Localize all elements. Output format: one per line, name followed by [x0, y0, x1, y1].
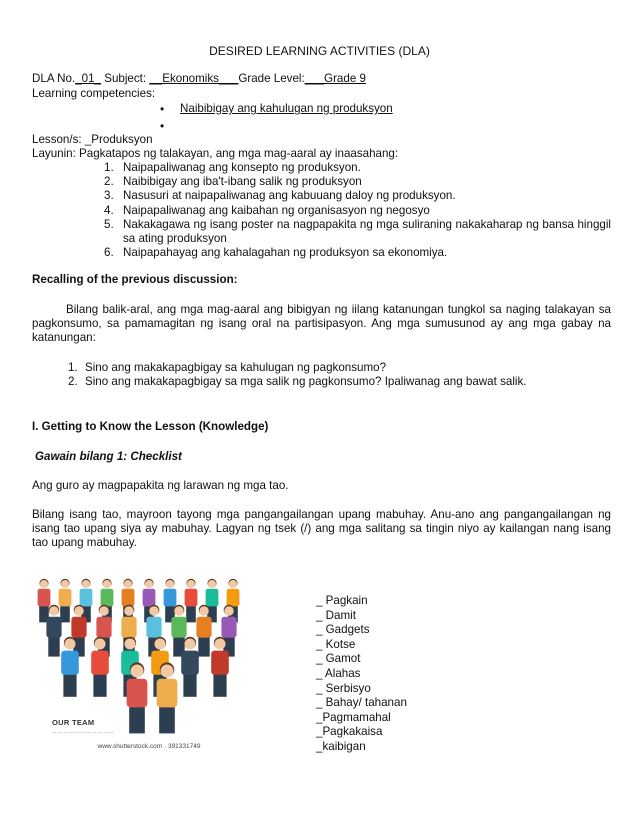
person-head	[145, 580, 153, 588]
team-sublabel: — — — — — — — — — — —	[52, 730, 115, 735]
subject-value: __Ekonomiks___	[149, 72, 239, 85]
checklist-item[interactable]: _ Gamot	[316, 652, 361, 666]
person-body	[38, 589, 51, 607]
objective-item: 5. Nakakagawa ng isang poster na nagpapakita ng mga suliraning nakakaharap ng bansa hinggil sa ating produksyon	[104, 217, 611, 246]
person-body	[91, 651, 109, 675]
person-legs	[213, 673, 226, 697]
subject-label: Subject:	[104, 72, 147, 85]
person-legs	[63, 673, 76, 697]
person-head	[149, 606, 159, 616]
bullet-icon: •	[160, 102, 165, 116]
person-body	[46, 617, 61, 638]
person-body	[206, 589, 219, 607]
person-head	[131, 665, 144, 678]
person-head	[124, 606, 134, 616]
person-head	[95, 639, 106, 650]
recall-heading: Recalling of the previous discussion:	[32, 273, 238, 286]
person-head	[161, 665, 174, 678]
person-body	[146, 617, 161, 638]
person-legs	[198, 636, 209, 657]
person-body	[96, 617, 111, 638]
person-head	[208, 580, 216, 588]
person-head	[166, 580, 174, 588]
person-legs	[183, 673, 196, 697]
checklist-item[interactable]: _Pagkakaisa	[316, 725, 383, 739]
person-head	[187, 580, 195, 588]
bullet-icon: •	[160, 119, 165, 133]
competency-item	[160, 119, 560, 133]
team-label: OUR TEAM	[52, 718, 95, 727]
person-head	[61, 580, 69, 588]
recall-paragraph: Bilang balik-aral, ang mga mag-aaral ang bibigyan ng iilang katanungan tungkol sa naging talakayan sa pagkonsumo, sa pamamagitan ng isang oral na partisipasyon. Ang mga sumusunod ay ang mga gabay na katanungan:	[32, 303, 611, 345]
person-body	[122, 589, 135, 607]
person-body	[59, 589, 72, 607]
person-head	[215, 639, 226, 650]
person-head	[185, 639, 196, 650]
objectives-list	[104, 161, 611, 260]
objective-item: 4. Naipapaliwanag ang kaibahan ng organisasyon ng negosyo	[104, 203, 430, 217]
checklist-item[interactable]: _ Gadgets	[316, 623, 370, 637]
person-body	[181, 651, 199, 675]
person-legs	[159, 705, 175, 734]
lesson-line: Lesson/s: _Produksyon	[32, 133, 153, 146]
person-head	[174, 606, 184, 616]
person-body	[196, 617, 211, 638]
person-head	[40, 580, 48, 588]
person-body	[211, 651, 229, 675]
checklist	[316, 594, 407, 755]
person-head	[124, 580, 132, 588]
person-body	[121, 617, 136, 638]
person-body	[171, 617, 186, 638]
checklist-item[interactable]: _ Bahay/ tahanan	[316, 696, 407, 710]
person-legs	[60, 605, 70, 623]
person-body	[227, 589, 240, 607]
team-illustration	[32, 566, 266, 756]
checklist-item[interactable]: _ Pagkain	[316, 594, 368, 607]
grade-level-label: Grade Level:	[238, 72, 305, 85]
person-legs	[129, 705, 145, 734]
dla-header-line	[32, 72, 366, 86]
person-head	[65, 639, 76, 650]
person-head	[224, 606, 234, 616]
person-body	[164, 589, 177, 607]
question-item: 2. Sino ang makakapagbigay sa mga salik ng pagkonsumo? Ipaliwanag ang bawat salik.	[68, 375, 527, 389]
document-title: DESIRED LEARNING ACTIVITIES (DLA)	[209, 44, 430, 58]
person-head	[99, 606, 109, 616]
checklist-item[interactable]: _kaibigan	[316, 739, 366, 753]
person-body	[221, 617, 236, 638]
person-body	[71, 617, 86, 638]
person-head	[49, 606, 59, 616]
person-head	[125, 639, 136, 650]
person-head	[155, 639, 166, 650]
instructions-paragraph: Bilang isang tao, mayroon tayong mga pangangailangan upang mabuhay. Anu-ano ang pangangailangan ng isang tao upang siya ay mabuhay. Lagyan ng tsek (/) ang mga salitang sa tingin niyo ay kailangan nang isang tao upang mabuhay.	[32, 508, 611, 550]
checklist-item[interactable]: _ Alahas	[316, 666, 361, 680]
questions-list	[68, 361, 611, 389]
person-body	[61, 651, 79, 675]
question-item: 1. Sino ang makakapagbigay sa kahulugan ng pagkonsumo?	[68, 361, 387, 374]
person-head	[199, 606, 209, 616]
competency-text: Naibibigay ang kahulugan ng produksyon	[180, 102, 393, 115]
intro-paragraph: Ang guro ay magpapakita ng larawan ng mga tao.	[32, 479, 289, 492]
dla-number-value: _01_	[75, 72, 101, 85]
objective-item: 3. Nasusuri at naipapaliwanag ang kabuuang daloy ng produksyon.	[104, 189, 456, 203]
layunin-line: Layunin: Pagkatapos ng talakayan, ang mga mag-aaral ay inaasahang:	[32, 147, 399, 160]
person-body	[157, 679, 178, 708]
objective-item: 1. Naipapaliwanag ang konsepto ng produksyon.	[104, 161, 361, 174]
person-legs	[186, 605, 196, 623]
section-heading: I. Getting to Know the Lesson (Knowledge)	[32, 420, 269, 433]
person-head	[74, 606, 84, 616]
objective-item: 2. Naibibigay ang iba't-ibang salik ng produksyon	[104, 175, 362, 189]
competencies-list	[160, 102, 560, 133]
person-legs	[93, 673, 106, 697]
activity-heading: Gawain bilang 1: Checklist	[35, 450, 182, 463]
checklist-item[interactable]: _ Damit	[316, 608, 356, 622]
checklist-item[interactable]: _ Kotse	[316, 637, 356, 651]
person-head	[229, 580, 237, 588]
person-head	[103, 580, 111, 588]
dla-number-label: DLA No.	[32, 72, 76, 85]
checklist-item[interactable]: _ Serbisyo	[316, 681, 371, 695]
checklist-item[interactable]: _Pagmamahal	[316, 710, 391, 724]
person-body	[101, 589, 114, 607]
person-legs	[48, 636, 59, 657]
person-body	[127, 679, 148, 708]
person-body	[80, 589, 93, 607]
competency-item	[160, 102, 560, 119]
image-watermark: www.shutterstock.com · 391331749	[97, 742, 201, 750]
grade-level-value: ___Grade 9	[304, 72, 366, 85]
objective-item: 6. Naipapahayag ang kahalagahan ng produksyon sa ekonomiya.	[104, 246, 448, 260]
person-body	[185, 589, 198, 607]
competencies-label: Learning competencies:	[32, 87, 156, 100]
person-head	[82, 580, 90, 588]
person-body	[143, 589, 156, 607]
